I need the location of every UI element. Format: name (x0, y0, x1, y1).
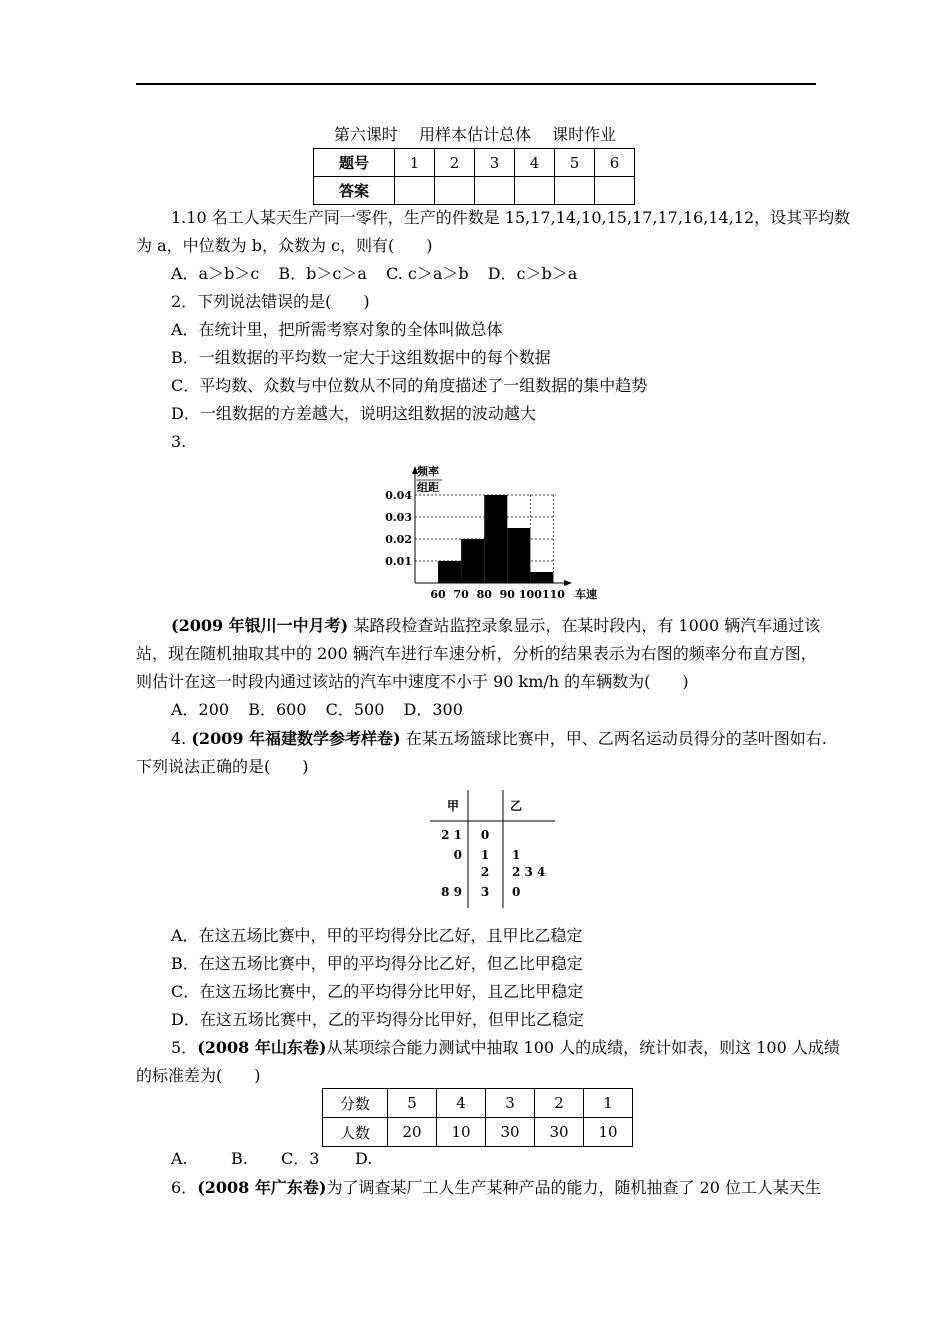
stem-leaf-row: 2 (480, 865, 490, 879)
question-number: 6 (595, 149, 635, 177)
question-number: 2 (435, 149, 475, 177)
stem-leaf-plot (420, 790, 565, 912)
answer-cell[interactable] (475, 177, 515, 205)
stem-leaf-row: 0 (512, 885, 521, 899)
question-number: 3 (475, 149, 515, 177)
stem-leaf-row: 0 (453, 848, 462, 862)
stem-leaf-row: 1 (512, 848, 521, 862)
answer-table-header: 题号 (314, 149, 395, 177)
x-tick-label: 60 (430, 588, 446, 601)
x-axis-label: 车速 (575, 588, 597, 601)
q1-option-c: C. c＞a＞b (386, 264, 469, 283)
histogram-chart (370, 462, 610, 607)
histogram-bar (530, 572, 553, 583)
q4-stem-line2: 下列说法正确的是( ) (136, 757, 309, 776)
q2-option-d: D．一组数据的方差越大，说明这组数据的波动越大 (171, 404, 536, 423)
q2-option-a: A．在统计里，把所需考察对象的全体叫做总体 (171, 320, 503, 339)
x-tick-label: 100 (518, 588, 542, 601)
score-cell: 4 (437, 1089, 486, 1118)
q5-stem-line1 (136, 1034, 851, 1062)
stem-leaf-right-header: 乙 (510, 799, 523, 813)
q1-options (136, 260, 851, 288)
x-tick-labels (430, 588, 565, 601)
score-cell: 1 (584, 1089, 633, 1118)
q3-stem-line2: 站，现在随机抽取其中的 200 辆汽车进行车速分析，分析的结果表示为右图的频率分布直方图， (136, 644, 817, 663)
x-tick-label: 110 (541, 588, 565, 601)
score-row-label: 分数 (323, 1089, 388, 1118)
stem-leaf-row: 2 1 (441, 828, 462, 842)
stem-leaf-row: 0 (480, 828, 490, 842)
histogram-bar (438, 561, 461, 583)
q4-option-d: D．在这五场比赛中，乙的平均得分比甲好，但甲比乙稳定 (171, 1010, 584, 1029)
q3-number: 3. (171, 432, 187, 451)
q1-option-b: B．b＞c＞a (278, 264, 367, 283)
question-number: 1 (395, 149, 435, 177)
stem-leaf-row: 3 (480, 885, 490, 899)
page-title (0, 122, 950, 145)
histogram-bar (484, 495, 507, 583)
stem-leaf-left-header: 甲 (447, 799, 460, 813)
q5-option-a: A. (171, 1149, 188, 1168)
score-cell: 5 (388, 1089, 437, 1118)
score-cell: 2 (535, 1089, 584, 1118)
count-cell: 30 (486, 1118, 535, 1147)
answer-cell[interactable] (555, 177, 595, 205)
histogram-bar (507, 528, 530, 583)
x-axis-arrow (564, 580, 572, 586)
question-number: 4 (515, 149, 555, 177)
stem-leaf-row: 8 9 (441, 885, 462, 899)
answer-cell[interactable] (595, 177, 635, 205)
header-rule (136, 83, 816, 85)
q5-option-b: B. (231, 1149, 248, 1168)
q4-text-line1: 在某五场篮球比赛中，甲、乙两名运动员得分的茎叶图如右. (400, 729, 827, 748)
q5-stem-line2: 的标准差为( ) (136, 1066, 261, 1085)
title-topic: 用样本估计总体 (418, 125, 531, 144)
count-cell: 10 (584, 1118, 633, 1147)
q3-options (136, 696, 851, 724)
answer-cell[interactable] (435, 177, 475, 205)
score-cell: 3 (486, 1089, 535, 1118)
answer-row-label: 答案 (314, 177, 395, 205)
x-tick-label: 90 (499, 588, 515, 601)
q4-option-c: C．在这五场比赛中，乙的平均得分比甲好，且乙比甲稳定 (171, 982, 584, 1001)
count-row-label: 人数 (323, 1118, 388, 1147)
q4-option-b: B．在这五场比赛中，甲的平均得分比乙好，但乙比甲稳定 (171, 954, 583, 973)
q1-option-a: A．a＞b＞c (171, 264, 260, 283)
q4-source: (2009 年福建数学参考样卷) (191, 729, 401, 748)
x-tick-label: 80 (476, 588, 492, 601)
q5-prefix: 5． (171, 1038, 198, 1057)
q2-stem: 2．下列说法错误的是( ) (171, 292, 370, 311)
q3-stem-line1 (136, 612, 851, 640)
title-type: 课时作业 (552, 125, 617, 144)
q3-stem-line3: 则估计在这一时段内通过该站的汽车中速度不小于 90 km/h 的车辆数为( ) (136, 672, 689, 691)
q5-option-d: D. (355, 1149, 373, 1168)
y-tick-label: 0.04 (385, 489, 412, 502)
answer-table (313, 148, 635, 205)
score-table (322, 1088, 633, 1147)
answer-cell[interactable] (515, 177, 555, 205)
q3-option-c: C．500 (325, 700, 385, 719)
y-axis-label-top: 频率 (417, 465, 439, 478)
q3-option-b: B．600 (248, 700, 307, 719)
y-tick-label: 0.01 (385, 555, 412, 568)
y-axis-label-bottom: 组距 (417, 481, 439, 494)
q6-source: (2008 年广东卷) (197, 1178, 327, 1197)
title-lesson: 第六课时 (333, 125, 398, 144)
question-number: 5 (555, 149, 595, 177)
q3-option-a: A．200 (171, 700, 230, 719)
q3-option-d: D．300 (403, 700, 463, 719)
q3-text-line1: 某路段检查站监控录象显示，在某时段内，有 1000 辆汽车通过该 (348, 616, 821, 635)
q1-option-d: D．c＞b＞a (487, 264, 578, 283)
answer-cell[interactable] (395, 177, 435, 205)
q4-stem-line1 (136, 725, 851, 753)
q4-option-a: A．在这五场比赛中，甲的平均得分比乙好，且甲比乙稳定 (171, 926, 583, 945)
y-tick-label: 0.02 (385, 533, 412, 546)
q1-stem-line2: 为 a，中位数为 b，众数为 c，则有( ) (136, 236, 433, 255)
q1-stem-line1: 1.10 名工人某天生产同一零件，生产的件数是 15,17,14,10,15,17,17,16,14,12，设其平均数 (171, 208, 851, 227)
q6-text-line1: 为了调查某厂工人生产某种产品的能力，随机抽查了 20 位工人某天生 (326, 1178, 821, 1197)
q6-prefix: 6． (171, 1178, 198, 1197)
q2-option-b: B．一组数据的平均数一定大于这组数据中的每个数据 (171, 348, 551, 367)
q5-source: (2008 年山东卷) (197, 1038, 327, 1057)
q6-stem-line1 (136, 1174, 851, 1202)
histogram-bar (461, 539, 484, 583)
count-cell: 20 (388, 1118, 437, 1147)
q5-text-line1: 从某项综合能力测试中抽取 100 人的成绩，统计如表，则这 100 人成绩 (326, 1038, 840, 1057)
x-tick-label: 70 (453, 588, 469, 601)
count-cell: 10 (437, 1118, 486, 1147)
q5-options (136, 1145, 851, 1173)
q3-source: (2009 年银川一中月考) (171, 616, 349, 635)
q2-option-c: C．平均数、众数与中位数从不同的角度描述了一组数据的集中趋势 (171, 376, 648, 395)
y-tick-label: 0.03 (385, 511, 412, 524)
y-tick-labels (385, 489, 412, 568)
stem-leaf-row: 2 3 4 (512, 865, 546, 879)
stem-leaf-row: 1 (480, 848, 490, 862)
q5-option-c: C．3 (281, 1149, 320, 1168)
count-cell: 30 (535, 1118, 584, 1147)
q4-prefix: 4. (171, 729, 192, 748)
